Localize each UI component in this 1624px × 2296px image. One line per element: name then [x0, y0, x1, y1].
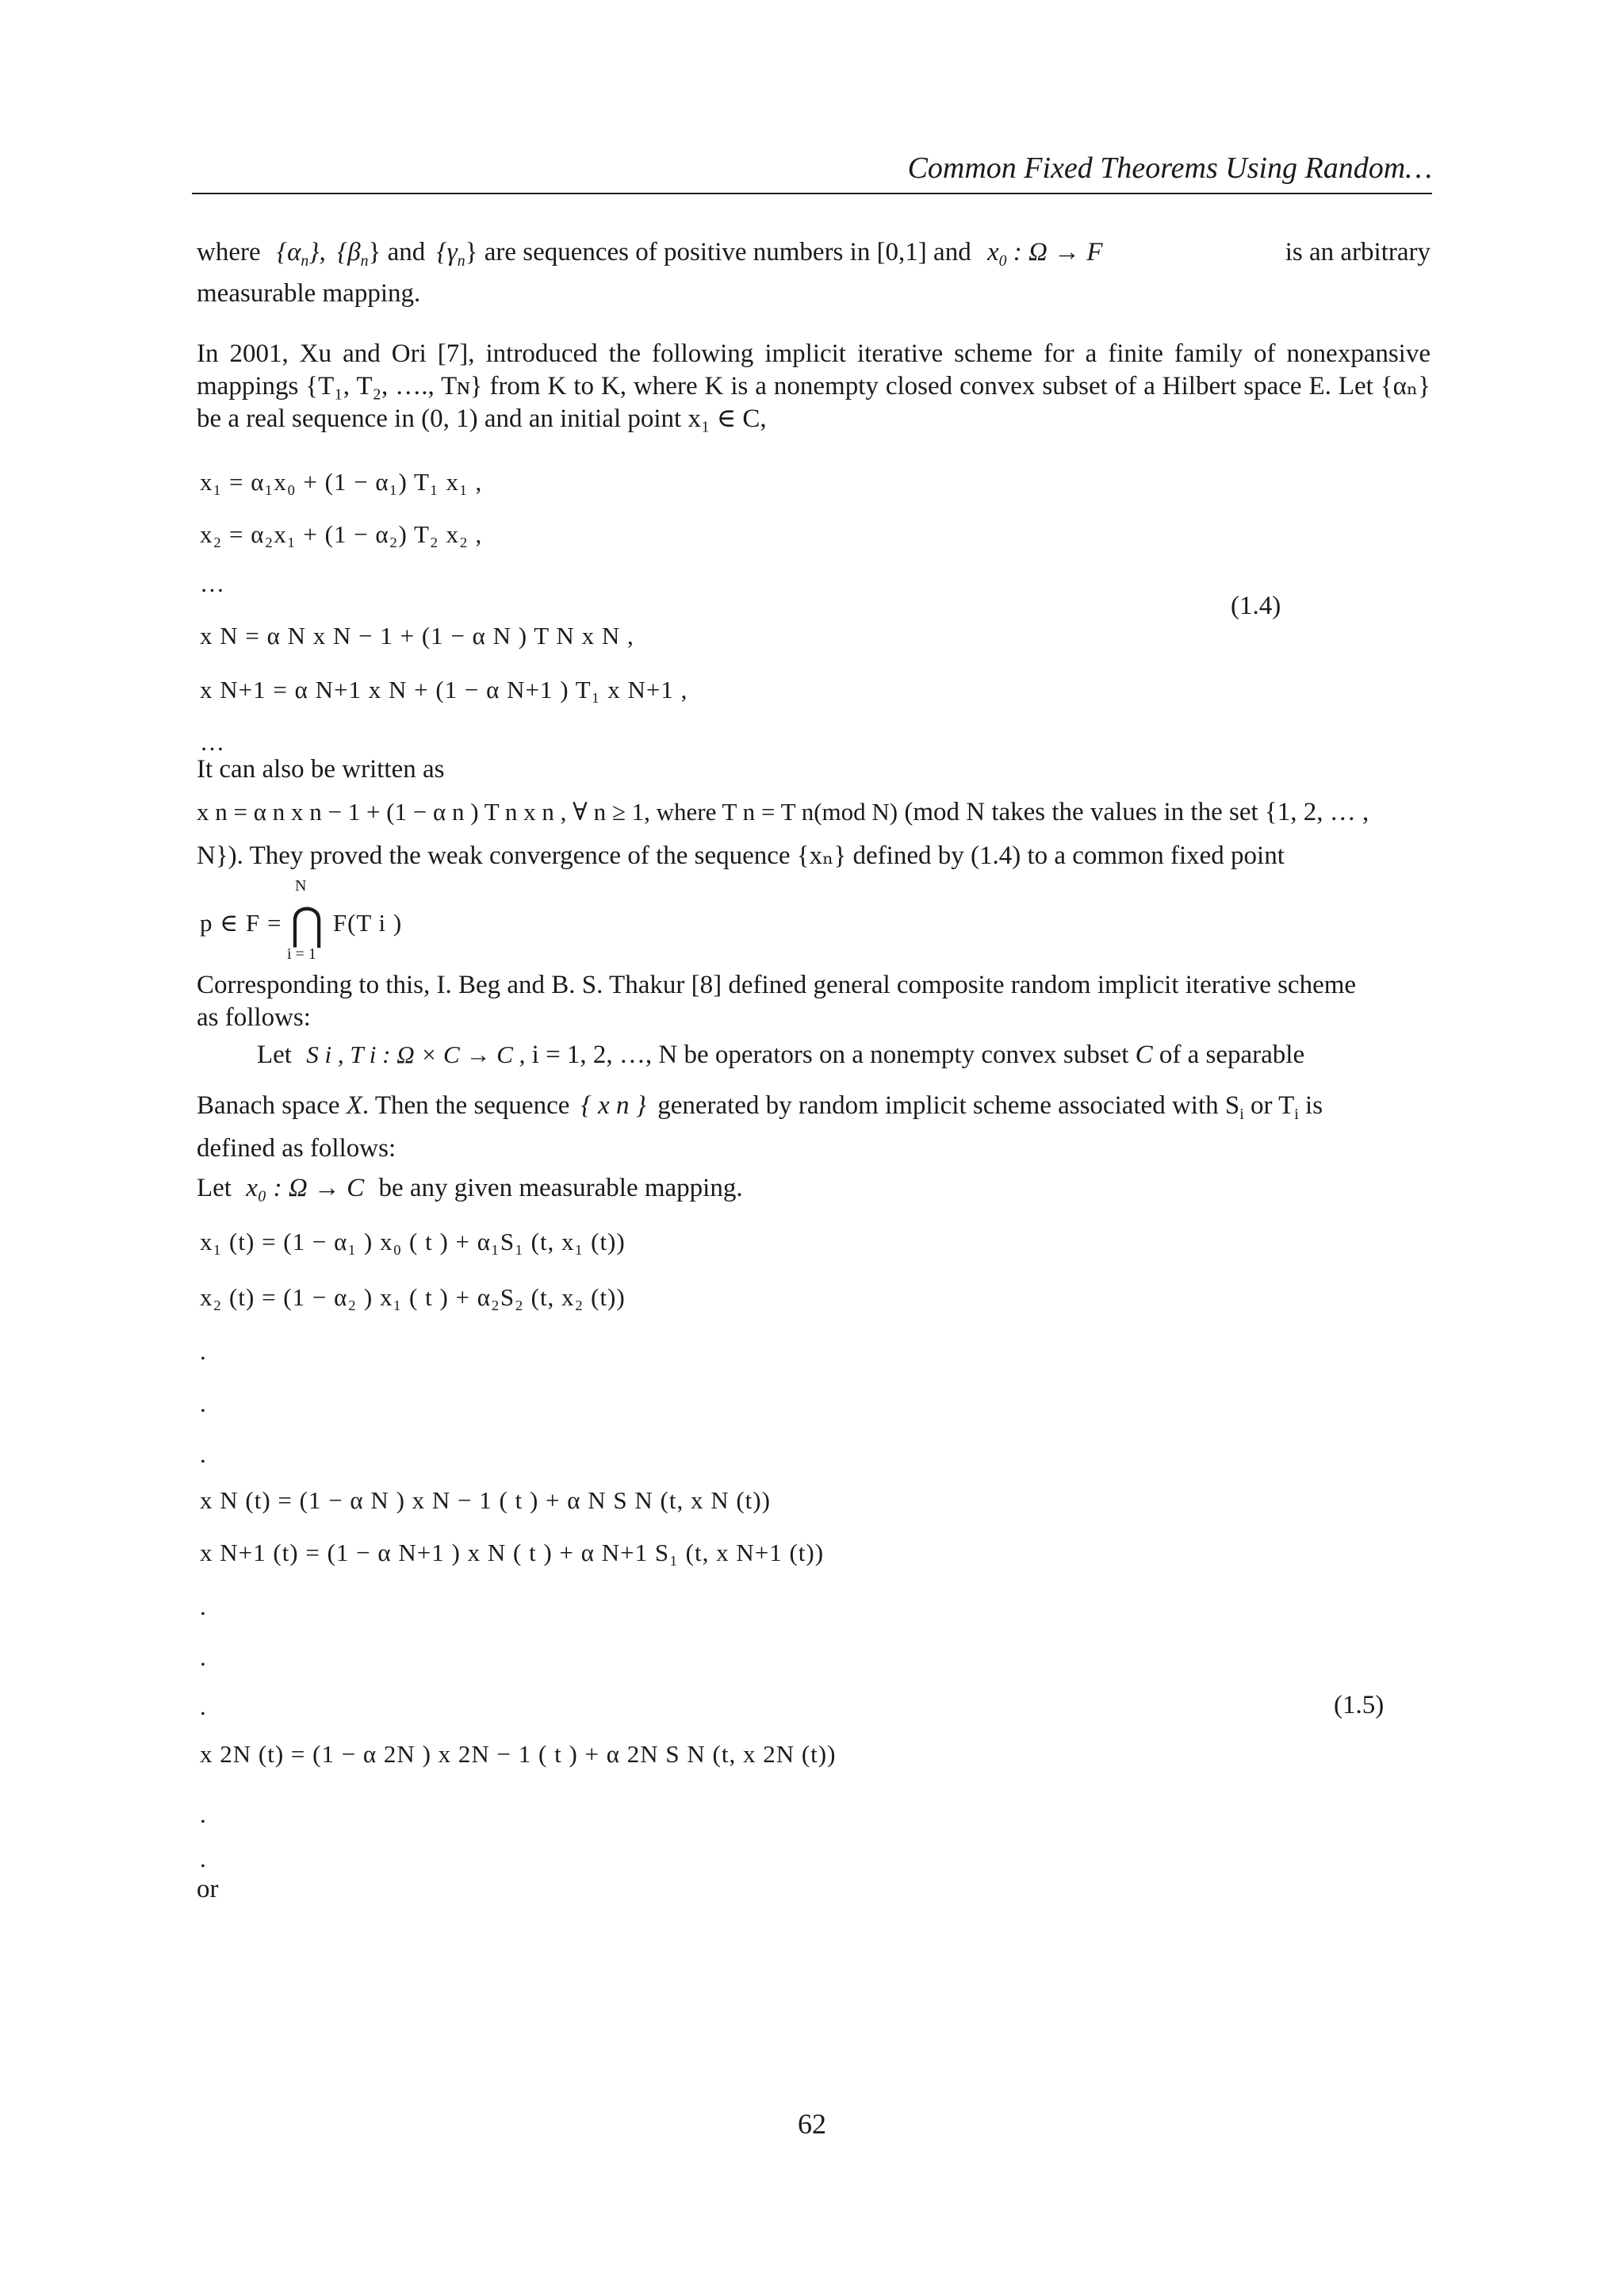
scheme14-eq1: x₁ = α₁x₀ + (1 − α₁) T₁ x₁ , [200, 468, 483, 496]
scheme15-eq1: x₁ (t) = (1 − α₁ ) x₀ ( t ) + α₁S₁ (t, x₁ (t)) [200, 1228, 626, 1255]
para1-line2: measurable mapping. [197, 279, 421, 308]
gamma-seq: {$\gamma_n$ [436, 238, 465, 270]
scheme14-eq2: x₂ = α₂x₁ + (1 − α₂) T₂ x₂ , [200, 520, 483, 548]
scheme14-dots2: … [200, 728, 225, 756]
scheme15-dot: . [200, 1800, 206, 1828]
closing-or: or [197, 1875, 219, 1903]
intersection-lower-limit: i = 1 [287, 945, 316, 963]
scheme15-eq5: x 2N (t) = (1 − α 2N ) x 2N − 1 ( t ) + α 2N S N (t, x 2N (t)) [200, 1740, 837, 1768]
para3-line3: N}). They proved the weak convergence of the sequence {xₙ} defined by (1.4) to a common fixed point [197, 841, 1285, 870]
header-rule [192, 193, 1432, 194]
running-title: Common Fixed Theorems Using Random… [907, 151, 1432, 185]
para1-line1: where $\{\alpha_n\}$, $\{\beta_n\}$ and $\{\gamma_n\}$ are sequences of positive numbers in [0,1] and $x_0$ : Ω → F is an arbitrary [197, 238, 1431, 270]
scheme14-dots1: … [200, 569, 225, 597]
para4-line3: Let S i , T i : Ω × C → C , i = 1, 2, …, N be operators on a nonempty convex subset C of a separable [257, 1041, 1305, 1069]
para4-line6: Let x₀ : Ω → C be any given measurable mapping. [197, 1174, 743, 1202]
scheme15-dot: . [200, 1389, 206, 1417]
scheme15-eq3: x N (t) = (1 − α N ) x N − 1 ( t ) + α N S N (t, x N (t)) [200, 1486, 771, 1514]
equation-number-1-4: (1.4) [1231, 592, 1281, 620]
scheme15-dot: . [200, 1337, 206, 1365]
scheme15-dot: . [200, 1643, 206, 1671]
para4-line4: Banach space X. Then the sequence { x n } generated by random implicit scheme associated with $S_i$ or $T_i$ is [197, 1091, 1323, 1123]
intersection-upper-limit: N [295, 877, 307, 895]
scheme15-eq2: x₂ (t) = (1 − α₂ ) x₁ ( t ) + α₂S₂ (t, x₂ (t)) [200, 1283, 626, 1311]
beta-seq: {$\beta_n$ [337, 238, 369, 270]
scheme15-dot: . [200, 1692, 206, 1720]
big-intersection-symbol: ⋂ [290, 900, 324, 949]
scheme15-dot: . [200, 1440, 206, 1468]
scheme14-eq4: x N+1 = α N+1 x N + (1 − α N+1 ) T₁ x N+1 , [200, 676, 688, 703]
scheme15-eq4: x N+1 (t) = (1 − α N+1 ) x N ( t ) + α N+1 S₁ (t, x N+1 (t)) [200, 1539, 825, 1566]
intersection-formula: p ∈ F = ⋂ F(T i ) [200, 900, 403, 949]
para4-line5: defined as follows: [197, 1134, 396, 1163]
page-number: 62 [798, 2108, 826, 2140]
para2: In 2001, Xu and Ori [7], introduced the following implicit iterative scheme for a finite family of nonexpansive mappings {T₁, T₂, …., Tɴ} from K to K, where K is a nonempty closed convex subset of a Hilbert space E. Let {αₙ} be a real sequence in (0, 1) and an initial point x₁ ∈ C, [197, 339, 1431, 433]
scheme14-eq3: x N = α N x N − 1 + (1 − α N ) T N x N , [200, 622, 634, 650]
equation-number-1-5: (1.5) [1334, 1691, 1385, 1719]
para3-line1: It can also be written as [197, 755, 445, 784]
para4-line2: as follows: [197, 1003, 311, 1032]
alpha-seq: $\{\alpha_n\}$, [276, 238, 326, 270]
scheme15-dot: . [200, 1593, 206, 1620]
scheme15-dot: . [200, 1845, 206, 1872]
para4-line1: Corresponding to this, I. Beg and B. S. Thakur [8] defined general composite random implicit iterative scheme [197, 971, 1357, 999]
para3-line2: x n = α n x n − 1 + (1 − α n ) T n x n , ∀ n ≥ 1, where T n = T n(mod N) (mod N takes the values in the set {1, 2, … , [197, 798, 1369, 826]
